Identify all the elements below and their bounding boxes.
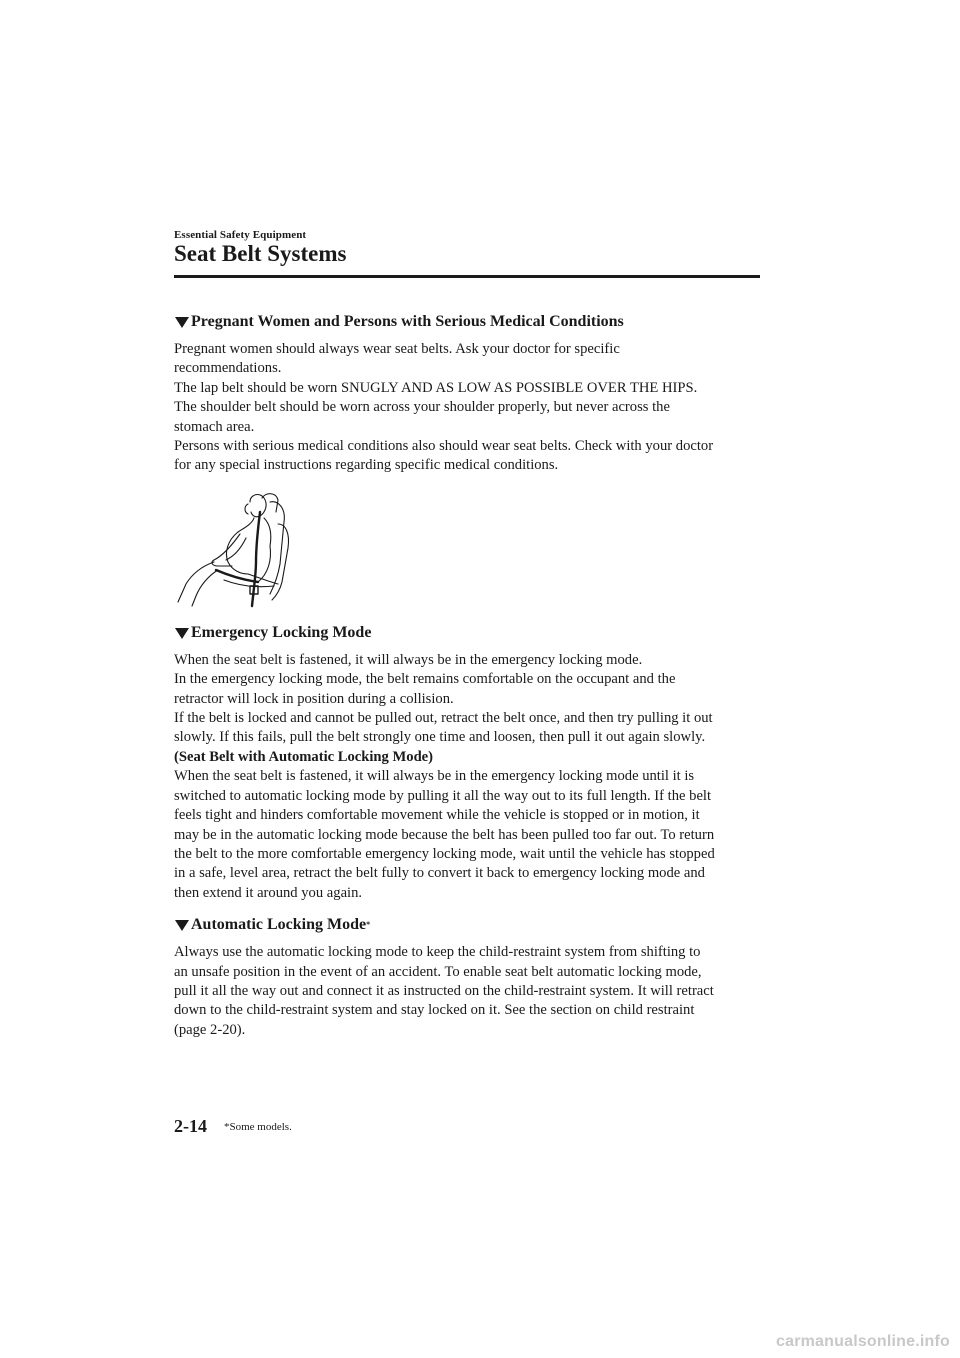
paragraph-line: then extend it around you again. [174,884,363,901]
paragraph-line: feels tight and hinders comfortable movement while the vehicle is stopped or in motion, it [174,807,700,824]
paragraph-line: When the seat belt is fastened, it will always be in the emergency locking mode until it is [174,768,695,785]
paragraph-line: When the seat belt is fastened, it will always be in the emergency locking mode. [174,651,643,668]
triangle-down-icon [174,918,190,932]
section-label: Essential Safety Equipment [174,229,307,241]
paragraph-line: Pregnant women should always wear seat belts. Ask your doctor for specific [174,341,620,357]
paragraph-line: pull it all the way out and connect it as instructed on the child-restraint system. It will retract [174,982,714,999]
heading-text: Automatic Locking Mode [191,916,367,934]
footer-note: *Some models. [224,1121,292,1133]
paragraph-line: for any special instructions regarding specific medical conditions. [174,457,559,474]
paragraph-line: switched to automatic locking mode by pulling it all the way out to its full length. If the belt [174,787,712,804]
watermark: carmanualsonline.info [776,1333,951,1350]
page-title: Seat Belt Systems [174,241,347,266]
triangle-down-icon [174,315,190,329]
paragraph-line: slowly. If this fails, pull the belt strongly one time and loosen, then pull it out again slowly. [174,729,706,746]
triangle-down-icon [174,626,190,640]
paragraph-line: The shoulder belt should be worn across your shoulder properly, but never across the [174,399,670,416]
paragraph-line: may be in the automatic locking mode because the belt has been pulled too far out. To return [174,826,715,843]
heading-pregnant-women [174,312,764,332]
paragraph-line: The lap belt should be worn SNUGLY AND AS LOW AS POSSIBLE OVER THE HIPS. [174,379,698,396]
heading-text: Pregnant Women and Persons with Serious Medical Conditions [191,313,624,330]
paragraph-line: the belt to the more comfortable emergency locking mode, wait until the vehicle has stopped [174,845,715,862]
paragraph-line: an unsafe position in the event of an accident. To enable seat belt automatic locking mode, [174,963,702,980]
heading-text: Emergency Locking Mode [191,623,372,641]
title-rule [174,275,760,278]
paragraph-line: Always use the automatic locking mode to keep the child-restraint system from shifting to [174,944,701,961]
heading-emergency-locking-mode [174,623,764,643]
paragraph-line: If the belt is locked and cannot be pulled out, retract the belt once, and then try pulling it out [174,710,713,727]
paragraph-line: Persons with serious medical conditions also should wear seat belts. Check with your doctor [174,438,714,455]
paragraph-line: (page 2-20). [174,1021,246,1038]
paragraph-line: retractor will lock in position during a collision. [174,690,454,707]
paragraph-line: down to the child-restraint system and stay locked on it. See the section on child restraint [174,1002,695,1019]
heading-automatic-locking-mode: Automatic Locking Mode * [174,915,764,935]
pregnant-woman-seatbelt-illustration [174,490,294,608]
paragraph-line: stomach area. [174,418,255,435]
page-content [174,312,764,1040]
paragraph-line: recommendations. [174,360,282,377]
paragraph-line: in a safe, level area, retract the belt fully to convert it back to emergency locking mode and [174,865,705,882]
page-number: 2-14 [174,1116,207,1136]
paragraph-line: In the emergency locking mode, the belt remains comfortable on the occupant and the [174,671,676,688]
subheading-automatic-locking: (Seat Belt with Automatic Locking Mode) [174,748,434,765]
